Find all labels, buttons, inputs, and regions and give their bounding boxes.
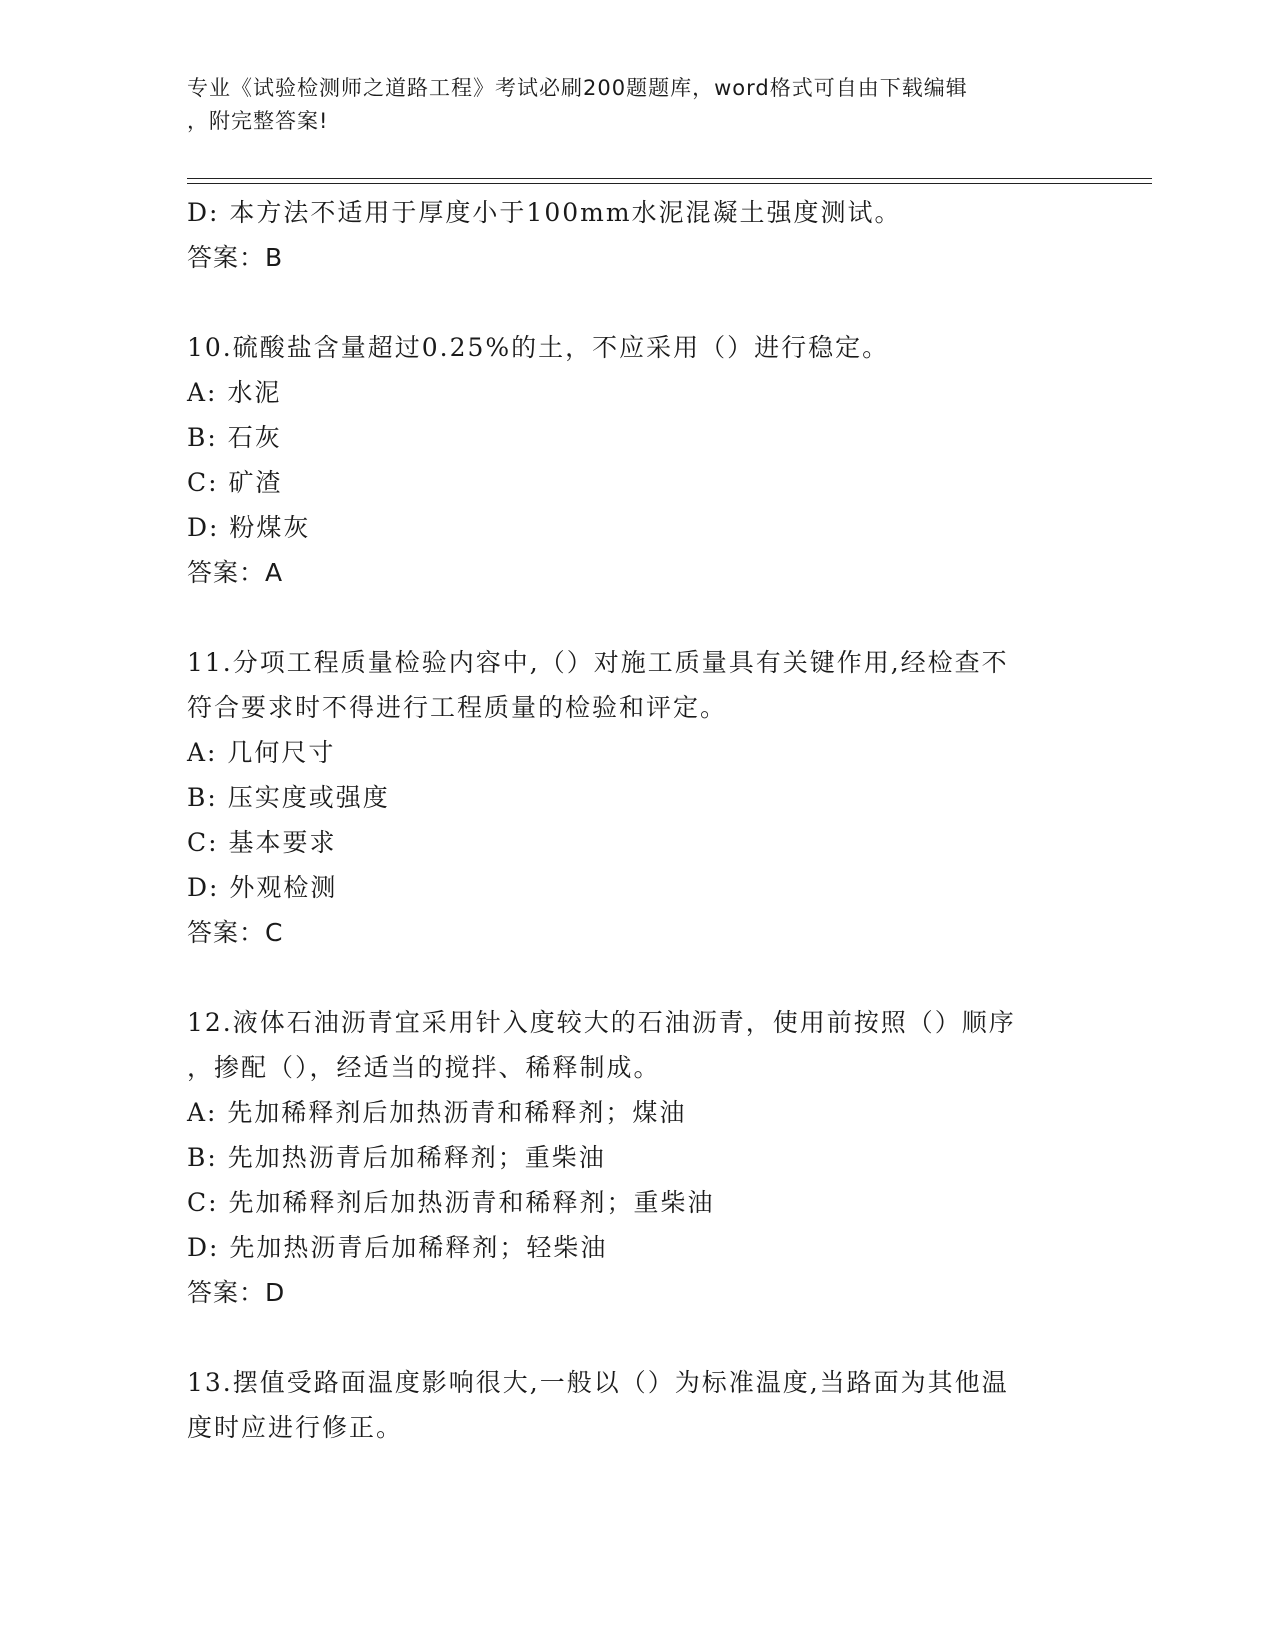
spacer bbox=[187, 1315, 1087, 1360]
question-stem-line-2: ，掺配（），经适当的搅拌、稀释制成。 bbox=[187, 1053, 661, 1082]
spacer bbox=[187, 955, 1087, 1000]
option-d: D: 外观检测 bbox=[187, 873, 338, 902]
option-b: B: 石灰 bbox=[187, 423, 282, 452]
header-line-2: ，附完整答案! bbox=[187, 109, 329, 133]
question-12 bbox=[187, 1000, 1087, 1315]
answer: 答案：A bbox=[187, 558, 284, 587]
question-stem-line-1: 12.液体石油沥青宜采用针入度较大的石油沥青，使用前按照（）顺序 bbox=[187, 1008, 1016, 1037]
page-header bbox=[187, 72, 1067, 138]
answer: 答案：C bbox=[187, 918, 284, 947]
answer: 答案：D bbox=[187, 1278, 286, 1307]
question-10 bbox=[187, 325, 1087, 595]
header-divider-top bbox=[187, 178, 1152, 179]
option-c: C: 先加稀释剂后加热沥青和稀释剂；重柴油 bbox=[187, 1188, 715, 1217]
header-line-1: 专业《试验检测师之道路工程》考试必刷200题题库，word格式可自由下载编辑 bbox=[187, 76, 968, 100]
spacer bbox=[187, 595, 1087, 640]
spacer bbox=[187, 280, 1087, 325]
option-b: B: 压实度或强度 bbox=[187, 783, 390, 812]
option-d: D: 先加热沥青后加稀释剂；轻柴油 bbox=[187, 1233, 608, 1262]
header-divider-bottom bbox=[187, 183, 1152, 184]
option-c: C: 基本要求 bbox=[187, 828, 337, 857]
question-stem: 10.硫酸盐含量超过0.25%的土，不应采用（）进行稳定。 bbox=[187, 333, 890, 362]
option-a: A: 水泥 bbox=[187, 378, 282, 407]
question-stem-line-1: 13.摆值受路面温度影响很大,一般以（）为标准温度,当路面为其他温 bbox=[187, 1368, 1009, 1397]
question-stem-line-2: 符合要求时不得进行工程质量的检验和评定。 bbox=[187, 693, 728, 722]
option-b: B: 先加热沥青后加稀释剂；重柴油 bbox=[187, 1143, 606, 1172]
option-a: A: 几何尺寸 bbox=[187, 738, 336, 767]
option-d: D: 粉煤灰 bbox=[187, 513, 311, 542]
question-13 bbox=[187, 1360, 1087, 1450]
question-stem-line-2: 度时应进行修正。 bbox=[187, 1413, 404, 1442]
question-11 bbox=[187, 640, 1087, 955]
option-c: C: 矿渣 bbox=[187, 468, 283, 497]
document-body bbox=[187, 190, 1087, 1450]
option-a: A: 先加稀释剂后加热沥青和稀释剂；煤油 bbox=[187, 1098, 687, 1127]
prev-option-d: D: 本方法不适用于厚度小于100mm水泥混凝土强度测试。 bbox=[187, 198, 902, 227]
question-stem-line-1: 11.分项工程质量检验内容中,（）对施工质量具有关键作用,经检查不 bbox=[187, 648, 1009, 677]
prev-answer: 答案：B bbox=[187, 243, 284, 272]
